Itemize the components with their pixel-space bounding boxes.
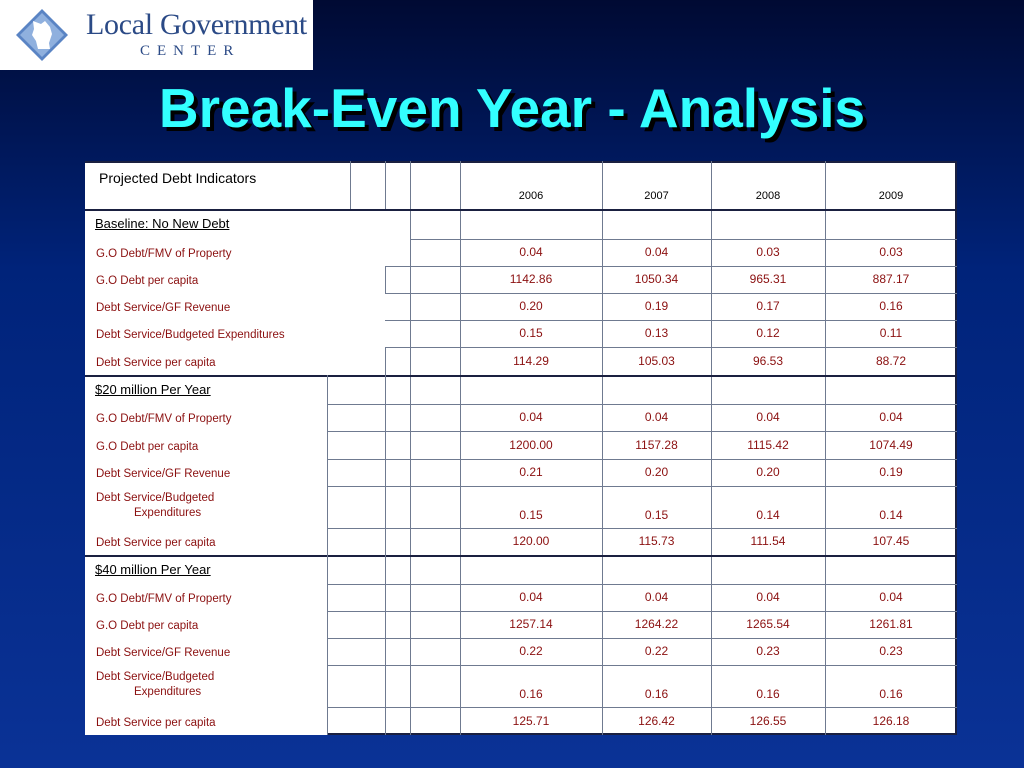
cell-value: 1257.14 bbox=[509, 617, 553, 631]
cell-value: 0.04 bbox=[756, 590, 780, 604]
cell-value: 0.04 bbox=[644, 590, 669, 604]
cell-value: 126.42 bbox=[638, 713, 675, 728]
cell-value: 0.04 bbox=[519, 410, 543, 424]
cell-value: 0.04 bbox=[644, 245, 669, 259]
cell-value: 0.20 bbox=[756, 465, 780, 479]
cell-value: 0.16 bbox=[879, 299, 903, 313]
year-header-2009: 2009 bbox=[878, 190, 904, 202]
row-label: Debt Service/GF Revenue bbox=[96, 468, 231, 480]
cell-value: 0.04 bbox=[879, 410, 903, 424]
section-title: $20 million Per Year bbox=[95, 382, 211, 397]
wisconsin-emblem-icon bbox=[14, 7, 70, 63]
cell-value: 0.23 bbox=[879, 644, 903, 658]
row-label: G.O Debt per capita bbox=[96, 620, 199, 632]
cell-value: 0.20 bbox=[644, 465, 669, 479]
cell-value: 1265.54 bbox=[746, 617, 790, 631]
cell-value: 0.15 bbox=[519, 326, 543, 340]
cell-value: 0.03 bbox=[756, 245, 780, 259]
cell-value: 0.03 bbox=[879, 245, 903, 259]
logo-text-primary: Local Government bbox=[86, 8, 307, 41]
section-title: $40 million Per Year bbox=[95, 562, 211, 577]
row-label: Debt Service/Budgeted Expenditures bbox=[96, 492, 215, 519]
cell-value: 0.04 bbox=[756, 410, 780, 424]
cell-value: 0.17 bbox=[756, 299, 780, 313]
row-label: Debt Service/GF Revenue bbox=[96, 302, 231, 314]
logo-text-secondary: CENTER bbox=[140, 43, 241, 59]
row-label: Debt Service/Budgeted Expenditures bbox=[96, 329, 285, 341]
cell-value: 0.22 bbox=[644, 644, 669, 658]
cell-value: 0.04 bbox=[519, 590, 543, 604]
cell-value: 1200.00 bbox=[509, 437, 553, 452]
cell-value: 0.13 bbox=[644, 326, 669, 340]
cell-value: 0.16 bbox=[644, 687, 669, 701]
cell-value: 0.19 bbox=[879, 465, 903, 479]
cell-value: 0.16 bbox=[519, 687, 543, 701]
cell-value: 0.04 bbox=[879, 590, 903, 604]
cell-value: 0.12 bbox=[756, 326, 780, 340]
row-label: G.O Debt/FMV of Property bbox=[96, 248, 232, 260]
cell-value: 105.03 bbox=[638, 353, 675, 368]
header-label: Projected Debt Indicators bbox=[99, 170, 257, 186]
row-label: Debt Service per capita bbox=[96, 537, 216, 549]
cell-value: 0.14 bbox=[879, 508, 903, 522]
cell-value: 0.16 bbox=[756, 687, 780, 701]
section-title: Baseline: No New Debt bbox=[95, 216, 230, 231]
cell-value: 887.17 bbox=[872, 272, 910, 286]
cell-value: 0.15 bbox=[519, 508, 543, 522]
debt-indicators-table bbox=[85, 161, 957, 735]
cell-value: 1050.34 bbox=[634, 272, 679, 286]
cell-value: 0.20 bbox=[519, 299, 543, 313]
row-label: Debt Service per capita bbox=[96, 716, 216, 729]
cell-value: 0.21 bbox=[519, 465, 543, 479]
year-header-2007: 2007 bbox=[644, 190, 669, 202]
row-label: G.O Debt/FMV of Property bbox=[96, 593, 232, 605]
cell-value: 0.11 bbox=[879, 326, 903, 340]
row-label: Debt Service/GF Revenue bbox=[96, 647, 231, 659]
row-label: G.O Debt/FMV of Property bbox=[96, 413, 232, 425]
year-header-2006: 2006 bbox=[518, 190, 544, 202]
cell-value: 1157.28 bbox=[635, 437, 678, 452]
cell-value: 107.45 bbox=[872, 534, 910, 548]
cell-value: 0.04 bbox=[644, 410, 669, 424]
cell-value: 111.54 bbox=[750, 534, 786, 548]
row-label: Debt Service per capita bbox=[96, 356, 216, 369]
cell-value: 125.71 bbox=[512, 713, 550, 728]
cell-value: 0.15 bbox=[644, 508, 669, 522]
cell-value: 0.23 bbox=[756, 644, 780, 658]
cell-value: 96.53 bbox=[752, 353, 784, 368]
row-label: G.O Debt per capita bbox=[96, 440, 199, 453]
row-label: G.O Debt per capita bbox=[96, 275, 199, 287]
page-title: Break-Even Year - Analysis bbox=[158, 77, 866, 139]
cell-value: 88.72 bbox=[875, 353, 907, 368]
cell-value: 965.31 bbox=[749, 272, 787, 286]
cell-value: 114.29 bbox=[513, 353, 549, 368]
cell-value: 1261.81 bbox=[869, 617, 913, 631]
cell-value: 126.55 bbox=[749, 713, 787, 728]
cell-value: 0.04 bbox=[519, 245, 543, 259]
cell-value: 1115.42 bbox=[747, 437, 789, 452]
logo bbox=[0, 0, 313, 70]
cell-value: 0.22 bbox=[519, 644, 543, 658]
cell-value: 0.14 bbox=[756, 508, 780, 522]
cell-value: 1142.86 bbox=[509, 272, 553, 286]
cell-value: 115.73 bbox=[638, 534, 675, 548]
row-label: Debt Service/Budgeted Expenditures bbox=[96, 671, 215, 698]
cell-value: 1264.22 bbox=[634, 617, 679, 631]
cell-value: 120.00 bbox=[512, 534, 550, 548]
year-header-2008: 2008 bbox=[755, 190, 781, 202]
cell-value: 126.18 bbox=[872, 713, 910, 728]
cell-value: 0.19 bbox=[644, 299, 669, 313]
cell-value: 0.16 bbox=[879, 687, 903, 701]
cell-value: 1074.49 bbox=[869, 437, 913, 452]
